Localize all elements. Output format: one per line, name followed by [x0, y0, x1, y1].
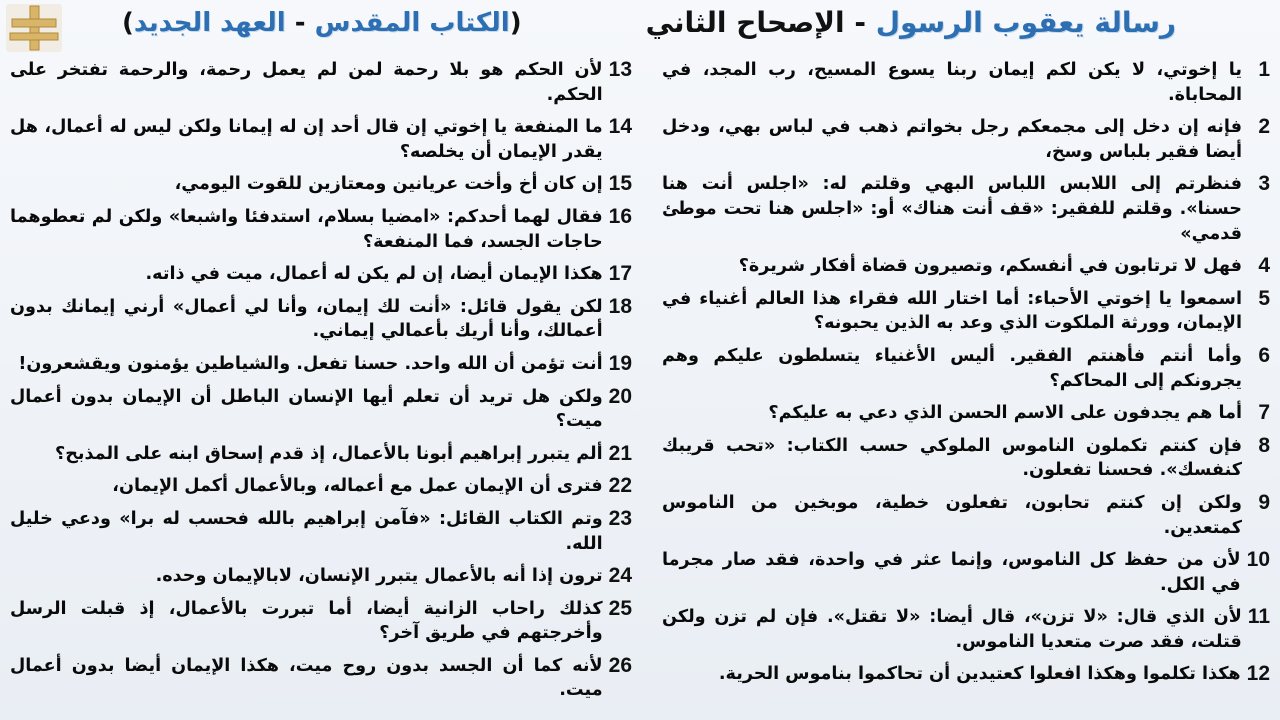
- verse-text: ولكن هل تريد أن تعلم أيها الإنسان الباطل أن الإيمان بدون أعمال ميت؟: [10, 386, 603, 432]
- verse-item: [10, 654, 632, 703]
- verse-number: 15: [608, 172, 632, 196]
- verse-item: [662, 401, 1270, 426]
- verse-item: [662, 548, 1270, 597]
- verse-text: أما هم يجدفون على الاسم الحسن الذي دعي به عليكم؟: [768, 403, 1242, 424]
- verse-number: 4: [1258, 254, 1270, 278]
- verse-item: [10, 205, 632, 254]
- verse-number: 8: [1258, 433, 1270, 457]
- verse-number: 19: [608, 351, 632, 375]
- verse-text: فقال لهما أحدكم: «امضيا بسلام، استدفئا واشبعا» ولكن لم تعطوهما حاجات الجسد، فما المنفعة؟: [10, 206, 603, 252]
- verse-number: 1: [1258, 58, 1270, 81]
- verse-item: [662, 344, 1270, 393]
- verse-text: هكذا الإيمان أيضا، إن لم يكن له أعمال، ميت في ذاته.: [145, 264, 603, 285]
- verse-text: ما المنفعة يا إخوتي إن قال أحد إن له إيمانا ولكن ليس له أعمال، هل يقدر الإيمان أن يخلصه؟: [10, 117, 603, 162]
- verses-column-right: [662, 58, 1270, 695]
- verse-item: [662, 172, 1270, 246]
- verse-item: [10, 597, 632, 646]
- verse-item: [10, 295, 632, 344]
- verse-number: 7: [1258, 401, 1270, 425]
- verse-item: [662, 115, 1270, 164]
- verse-item: [10, 385, 632, 434]
- verse-text: اسمعوا يا إخوتي الأحباء: أما اختار الله فقراء هذا العالم أغنياء في الإيمان، وورثة الملكوت الذي وعد به الذين يحبونه؟: [662, 288, 1242, 334]
- verse-text: فإنه إن دخل إلى مجمعكم رجل بخواتم ذهب في لباس بهي، ودخل أيضا فقير بلباس وسخ،: [662, 117, 1242, 162]
- verse-number: 2: [1258, 115, 1270, 139]
- verse-text: وتم الكتاب القائل: «فآمن إبراهيم بالله فحسب له برا» ودعي خليل الله.: [10, 508, 603, 554]
- verse-number: 16: [608, 204, 632, 228]
- verse-item: [662, 58, 1270, 107]
- verse-item: [662, 662, 1270, 687]
- verse-number: 20: [608, 384, 632, 408]
- verse-number: 5: [1258, 286, 1270, 310]
- verse-text: وأما أنتم فأهنتم الفقير. أليس الأغنياء يتسلطون عليكم وهم يجرونكم إلى المحاكم؟: [662, 345, 1242, 391]
- verse-number: 14: [608, 115, 632, 139]
- verse-number: 23: [608, 506, 632, 530]
- verse-number: 17: [608, 262, 632, 286]
- verse-number: 6: [1258, 343, 1270, 367]
- verse-item: [662, 434, 1270, 483]
- verse-number: 26: [608, 653, 632, 677]
- verse-number: 12: [1246, 662, 1270, 686]
- header: [0, 0, 1280, 48]
- verse-text: لأن من حفظ كل الناموس، وإنما عثر في واحدة، فقد صار مجرما في الكل.: [662, 550, 1241, 595]
- verse-item: [662, 605, 1270, 654]
- verse-number: 24: [608, 564, 632, 588]
- verse-text: لأنه كما أن الجسد بدون روح ميت، هكذا الإيمان أيضا بدون أعمال ميت.: [10, 655, 603, 701]
- verse-text: يا إخوتي، لا يكن لكم إيمان ربنا يسوع المسيح، رب المجد، في المحاباة.: [662, 60, 1242, 105]
- cross-logo-icon: [6, 4, 62, 52]
- verse-item: [10, 262, 632, 287]
- verse-item: [10, 58, 632, 107]
- verse-text: لأن الذي قال: «لا تزن»، قال أيضا: «لا تقتل». فإن لم تزن ولكن قتلت، فقد صرت متعديا الناموس.: [662, 607, 1242, 652]
- verse-item: [10, 115, 632, 164]
- verse-text: إن كان أخ وأخت عريانين ومعتازين للقوت اليومي،: [174, 174, 603, 195]
- verse-item: [662, 287, 1270, 336]
- verse-item: [10, 507, 632, 556]
- verse-number: 11: [1247, 605, 1270, 629]
- verse-item: [10, 564, 632, 589]
- verse-item: [10, 442, 632, 467]
- verse-item: [10, 474, 632, 499]
- chapter-title: رسالة يعقوب الرسول - الإصحاح الثاني: [645, 6, 1176, 39]
- verse-text: لأن الحكم هو بلا رحمة لمن لم يعمل رحمة، والرحمة تفتخر على الحكم.: [10, 60, 603, 105]
- verse-number: 13: [608, 58, 632, 81]
- verse-text: فهل لا ترتابون في أنفسكم، وتصيرون قضاة أفكار شريرة؟: [738, 256, 1242, 277]
- verse-text: فترى أن الإيمان عمل مع أعماله، وبالأعمال أكمل الإيمان،: [112, 476, 603, 497]
- verse-text: ألم يتبرر إبراهيم أبونا بالأعمال، إذ قدم إسحاق ابنه على المذبح؟: [55, 443, 603, 464]
- verse-text: فإن كنتم تكملون الناموس الملوكي حسب الكتاب: «تحب قريبك كنفسك». فحسنا تفعلون.: [662, 435, 1242, 481]
- verse-number: 25: [608, 596, 632, 620]
- verse-number: 22: [608, 474, 632, 498]
- verse-number: 9: [1258, 490, 1270, 514]
- verse-text: هكذا تكلموا وهكذا افعلوا كعتيدين أن تحاكموا بناموس الحرية.: [718, 664, 1241, 685]
- verse-text: ولكن إن كنتم تحابون، تفعلون خطية، موبخين من الناموس كمتعدين.: [662, 492, 1242, 538]
- verse-number: 10: [1246, 548, 1270, 572]
- verse-number: 18: [608, 294, 632, 318]
- verse-number: 21: [608, 441, 632, 465]
- bible-title: (الكتاب المقدس - العهد الجديد): [122, 8, 522, 38]
- verse-text: أنت تؤمن أن الله واحد. حسنا تفعل. والشياطين يؤمنون ويقشعرون!: [18, 353, 603, 374]
- verse-item: [662, 254, 1270, 279]
- verse-text: كذلك راحاب الزانية أيضا، أما تبررت بالأعمال، إذ قبلت الرسل وأخرجتهم في طريق آخر؟: [10, 598, 603, 644]
- verse-text: فنظرتم إلى اللابس اللباس البهي وقلتم له: «اجلس أنت هنا حسنا». وقلتم للفقير: «قف أنت هناك» أو: «اجلس هنا تحت موطئ قدمي»: [662, 174, 1242, 244]
- verse-item: [10, 352, 632, 377]
- verses-column-left: [10, 58, 632, 711]
- verse-text: لكن يقول قائل: «أنت لك إيمان، وأنا لي أعمال» أرني إيمانك بدون أعمالك، وأنا أريك بأعمالي إيماني.: [10, 296, 603, 342]
- verse-number: 3: [1258, 172, 1270, 196]
- verse-item: [662, 491, 1270, 540]
- verse-item: [10, 172, 632, 197]
- verse-text: ترون إذا أنه بالأعمال يتبرر الإنسان، لابالإيمان وحده.: [155, 566, 603, 587]
